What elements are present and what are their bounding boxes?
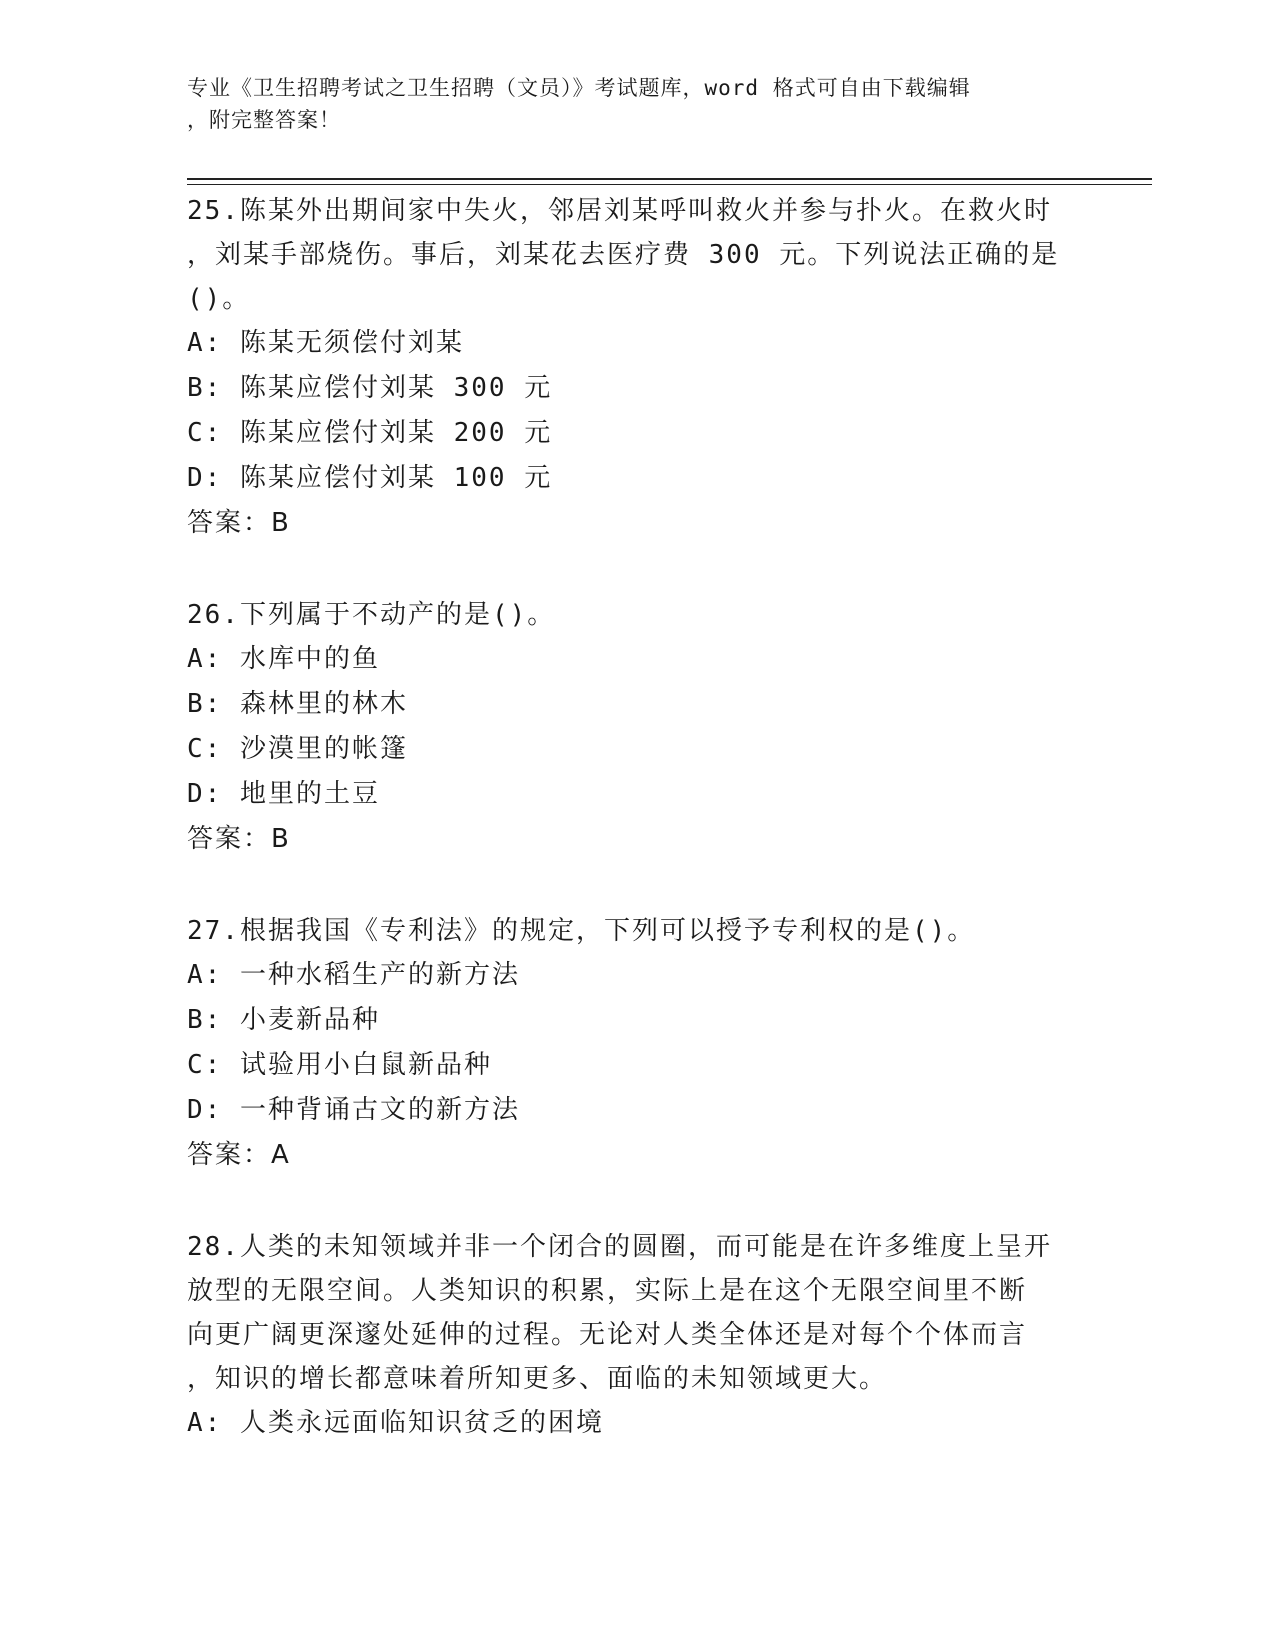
answer-label: 答案：B	[187, 824, 291, 854]
option-d: D: 陈某应偿付刘某 100 元	[187, 463, 553, 493]
option-b: B: 陈某应偿付刘某 300 元	[187, 373, 553, 403]
question-25	[187, 189, 1087, 546]
answer-label: 答案：B	[187, 508, 291, 538]
header-divider-thin	[187, 184, 1152, 185]
question-spacer	[187, 862, 1087, 909]
option-a: A: 一种水稻生产的新方法	[187, 960, 520, 990]
option-b: B: 森林里的林木	[187, 689, 408, 719]
option-d: D: 一种背诵古文的新方法	[187, 1095, 520, 1125]
question-stem-line: 25.陈某外出期间家中失火，邻居刘某呼叫救火并参与扑火。在救火时	[187, 196, 1052, 226]
question-stem-line: ，刘某手部烧伤。事后，刘某花去医疗费 300 元。下列说法正确的是	[187, 240, 1060, 270]
question-stem-line: 26.下列属于不动产的是()。	[187, 600, 556, 630]
option-d: D: 地里的土豆	[187, 779, 380, 809]
option-a: A: 水库中的鱼	[187, 644, 380, 674]
question-27	[187, 909, 1087, 1178]
question-stem-line: ，知识的增长都意味着所知更多、面临的未知领域更大。	[187, 1364, 888, 1394]
header-divider	[187, 178, 1152, 180]
question-stem-line: 27.根据我国《专利法》的规定，下列可以授予专利权的是()。	[187, 916, 976, 946]
option-a: A: 陈某无须偿付刘某	[187, 328, 464, 358]
question-28	[187, 1225, 1087, 1446]
header-line-2: ，附完整答案！	[187, 108, 341, 132]
question-stem-line: 28.人类的未知领域并非一个闭合的圆圈，而可能是在许多维度上呈开	[187, 1232, 1052, 1262]
question-26	[187, 593, 1087, 862]
answer-label: 答案：A	[187, 1140, 291, 1170]
question-list	[187, 189, 1087, 1446]
question-stem-line: 放型的无限空间。人类知识的积累，实际上是在这个无限空间里不断	[187, 1276, 1028, 1306]
option-a: A: 人类永远面临知识贫乏的困境	[187, 1408, 604, 1438]
option-c: C: 试验用小白鼠新品种	[187, 1050, 492, 1080]
question-spacer	[187, 1178, 1087, 1225]
option-c: C: 沙漠里的帐篷	[187, 734, 408, 764]
option-b: B: 小麦新品种	[187, 1005, 380, 1035]
question-stem-line: ()。	[187, 284, 251, 314]
option-c: C: 陈某应偿付刘某 200 元	[187, 418, 553, 448]
page-header	[187, 72, 1067, 136]
question-stem-line: 向更广阔更深邃处延伸的过程。无论对人类全体还是对每个个体而言	[187, 1320, 1028, 1350]
header-line-1: 专业《卫生招聘考试之卫生招聘（文员）》考试题库，word 格式可自由下载编辑	[187, 76, 971, 100]
question-spacer	[187, 546, 1087, 593]
